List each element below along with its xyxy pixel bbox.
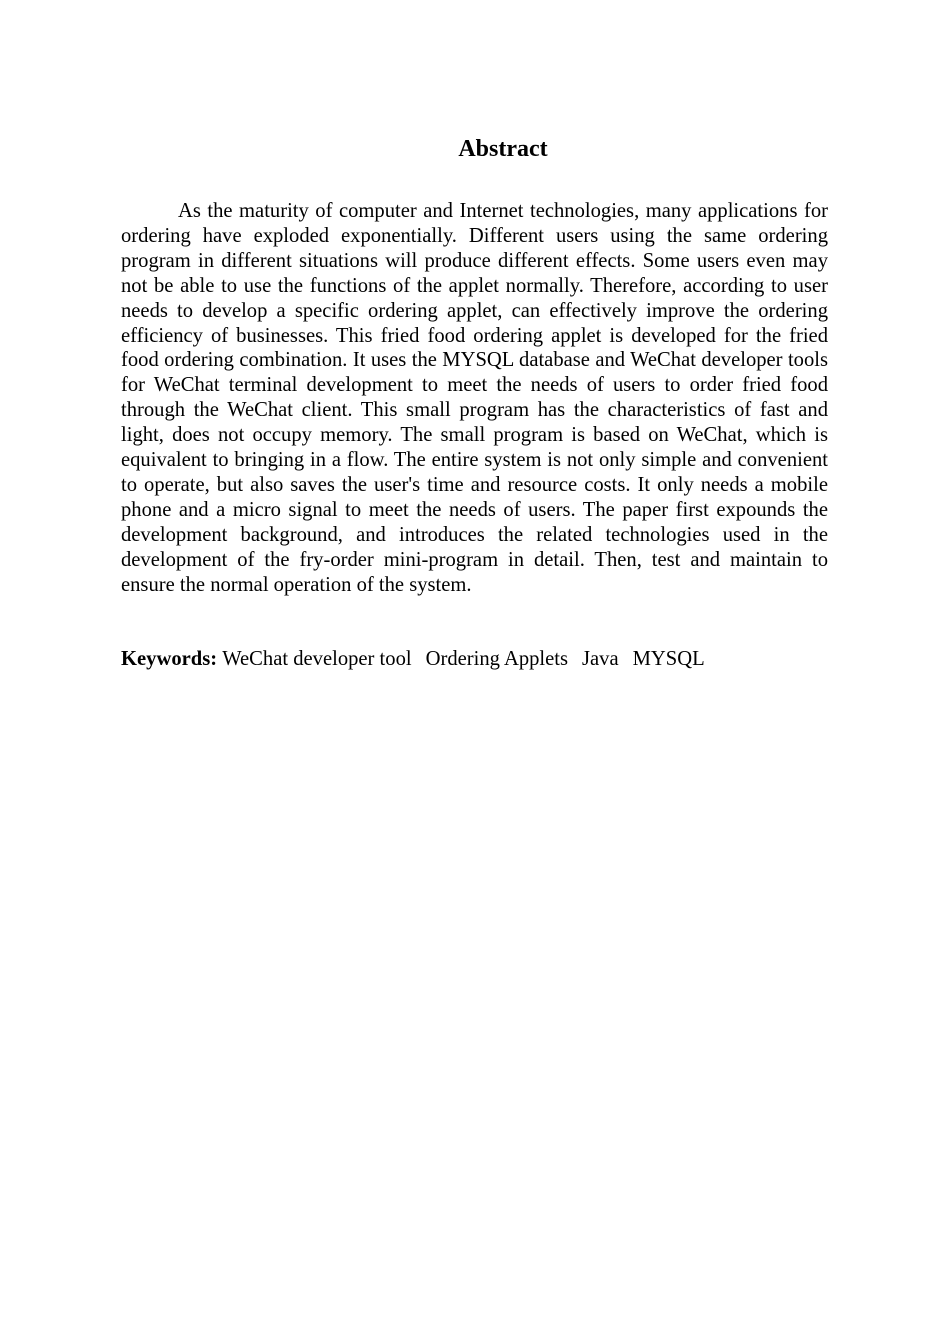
keyword-item: MYSQL [632,648,705,670]
abstract-title: Abstract [458,136,548,162]
keywords-line [121,647,881,672]
keywords-label: Keywords: [121,648,218,670]
keyword-item: Ordering Applets [425,648,569,670]
keyword-item: WeChat developer tool [222,648,412,670]
keyword-item: Java [582,648,619,670]
abstract-body: As the maturity of computer and Internet technologies, many applications for ordering have exploded exponentially. Different users using the same ordering program in different situations will produce different effects. Some users even may not be able to use the functions of the applet normally. Therefore, according to user needs to develop a specific ordering applet, can effectively improve the ordering efficiency of businesses. This fried food ordering applet is developed for the fried food ordering combination. It uses the MYSQL database and WeChat developer tools for WeChat terminal development to meet the needs of users to order fried food through the WeChat client. This small program has the characteristics of fast and light, does not occupy memory. The small program is based on WeChat, which is equivalent to bringing in a flow. The entire system is not only simple and convenient to operate, but also saves the user's time and resource costs. It only needs a mobile phone and a micro signal to meet the needs of users. The paper first expounds the development background, and introduces the related technologies used in the development of the fry-order mini-program in detail. Then, test and maintain to ensure the normal operation of the system. [121,200,828,596]
